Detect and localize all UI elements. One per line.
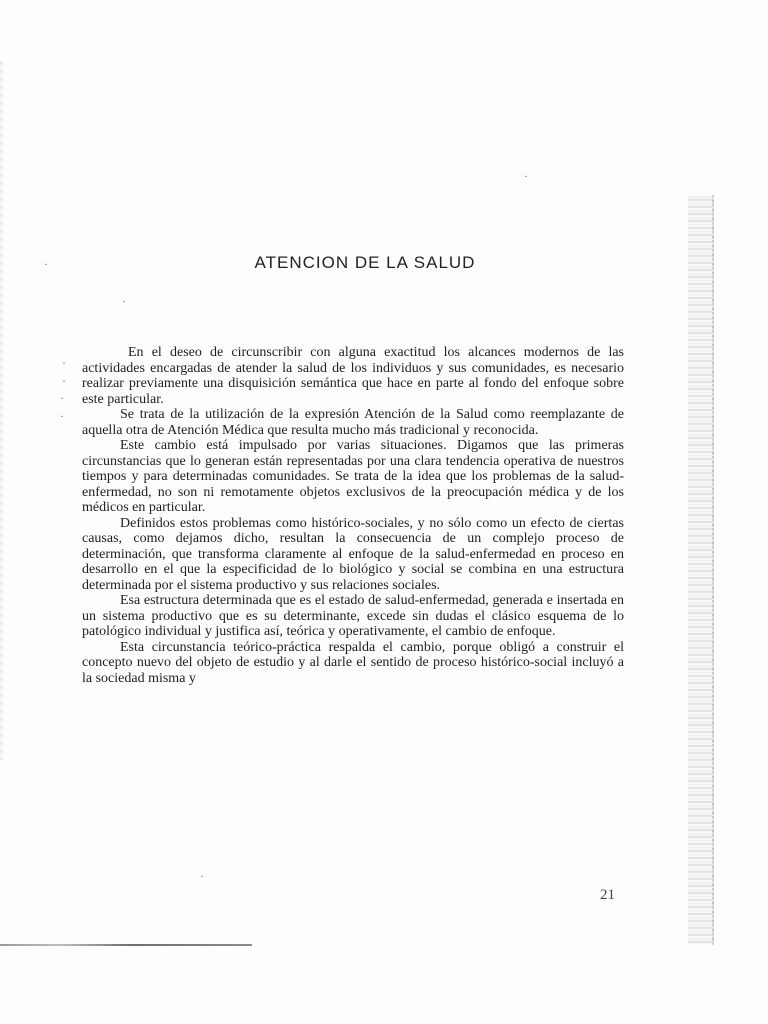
margin-mark: ·: [62, 374, 66, 388]
margin-mark: ·: [62, 356, 66, 370]
paragraph: Se trata de la utilización de la expresión Atención de la Salud como reemplazante de aquella otra de Atención Médica que resulta mucho más tradicional y reconocida.: [82, 407, 624, 438]
scan-speck: ·: [44, 257, 48, 271]
paragraph: En el deseo de circunscribir con alguna exactitud los alcances modernos de las actividades encargadas de atender la salud de los individuos y sus comunidades, es necesario realizar previamente una disquisición semántica que hace en parte al fondo del enfoque sobre este particular.: [82, 345, 624, 407]
paragraph: Esa estructura determinada que es el estado de salud-enfermedad, generada e insertada en un sistema productivo que es su determinante, excede sin dudas el clásico esquema de lo patológico individual y justifica así, teórica y operativamente, el cambio de enfoque.: [82, 593, 624, 639]
scan-speck: ·: [122, 294, 126, 308]
margin-mark: ·: [60, 391, 64, 405]
body-text: [82, 345, 624, 686]
scan-speck: ·: [524, 169, 528, 183]
bottom-scan-line: [0, 944, 252, 946]
scan-speck: ·: [200, 869, 204, 883]
right-page-edge-line: [712, 195, 714, 945]
page-number: 21: [600, 887, 615, 903]
margin-mark: ·: [60, 409, 64, 423]
right-page-edge-shadow: [688, 195, 714, 945]
paragraph: Definidos estos problemas como histórico-sociales, y no sólo como un efecto de ciertas causas, como dejamos dicho, resultan la consecuencia de un complejo proceso de determinación, que transforma claramente al enfoque de la salud-enfermedad en proceso en desarrollo en el que la especificidad de lo biológico y social se combina en una estructura determinada por el sistema productivo y sus relaciones sociales.: [82, 515, 624, 593]
page-title: ATENCION DE LA SALUD: [254, 253, 476, 272]
left-page-edge: [0, 60, 3, 760]
paragraph: Este cambio está impulsado por varias situaciones. Digamos que las primeras circunstancias que lo generan están representadas por una clara tendencia operativa de nuestros tiempos y para determinadas comunidades. Se trata de la idea que los problemas de la salud-enfermedad, no son ni remotamente objetos exclusivos de la preocupación médica y de los médicos en particular.: [82, 438, 624, 515]
paragraph: Esta circunstancia teórico-práctica respalda el cambio, porque obligó a construir el concepto nuevo del objeto de estudio y al darle el sentido de proceso histórico-social incluyó a la sociedad misma y: [82, 639, 624, 686]
